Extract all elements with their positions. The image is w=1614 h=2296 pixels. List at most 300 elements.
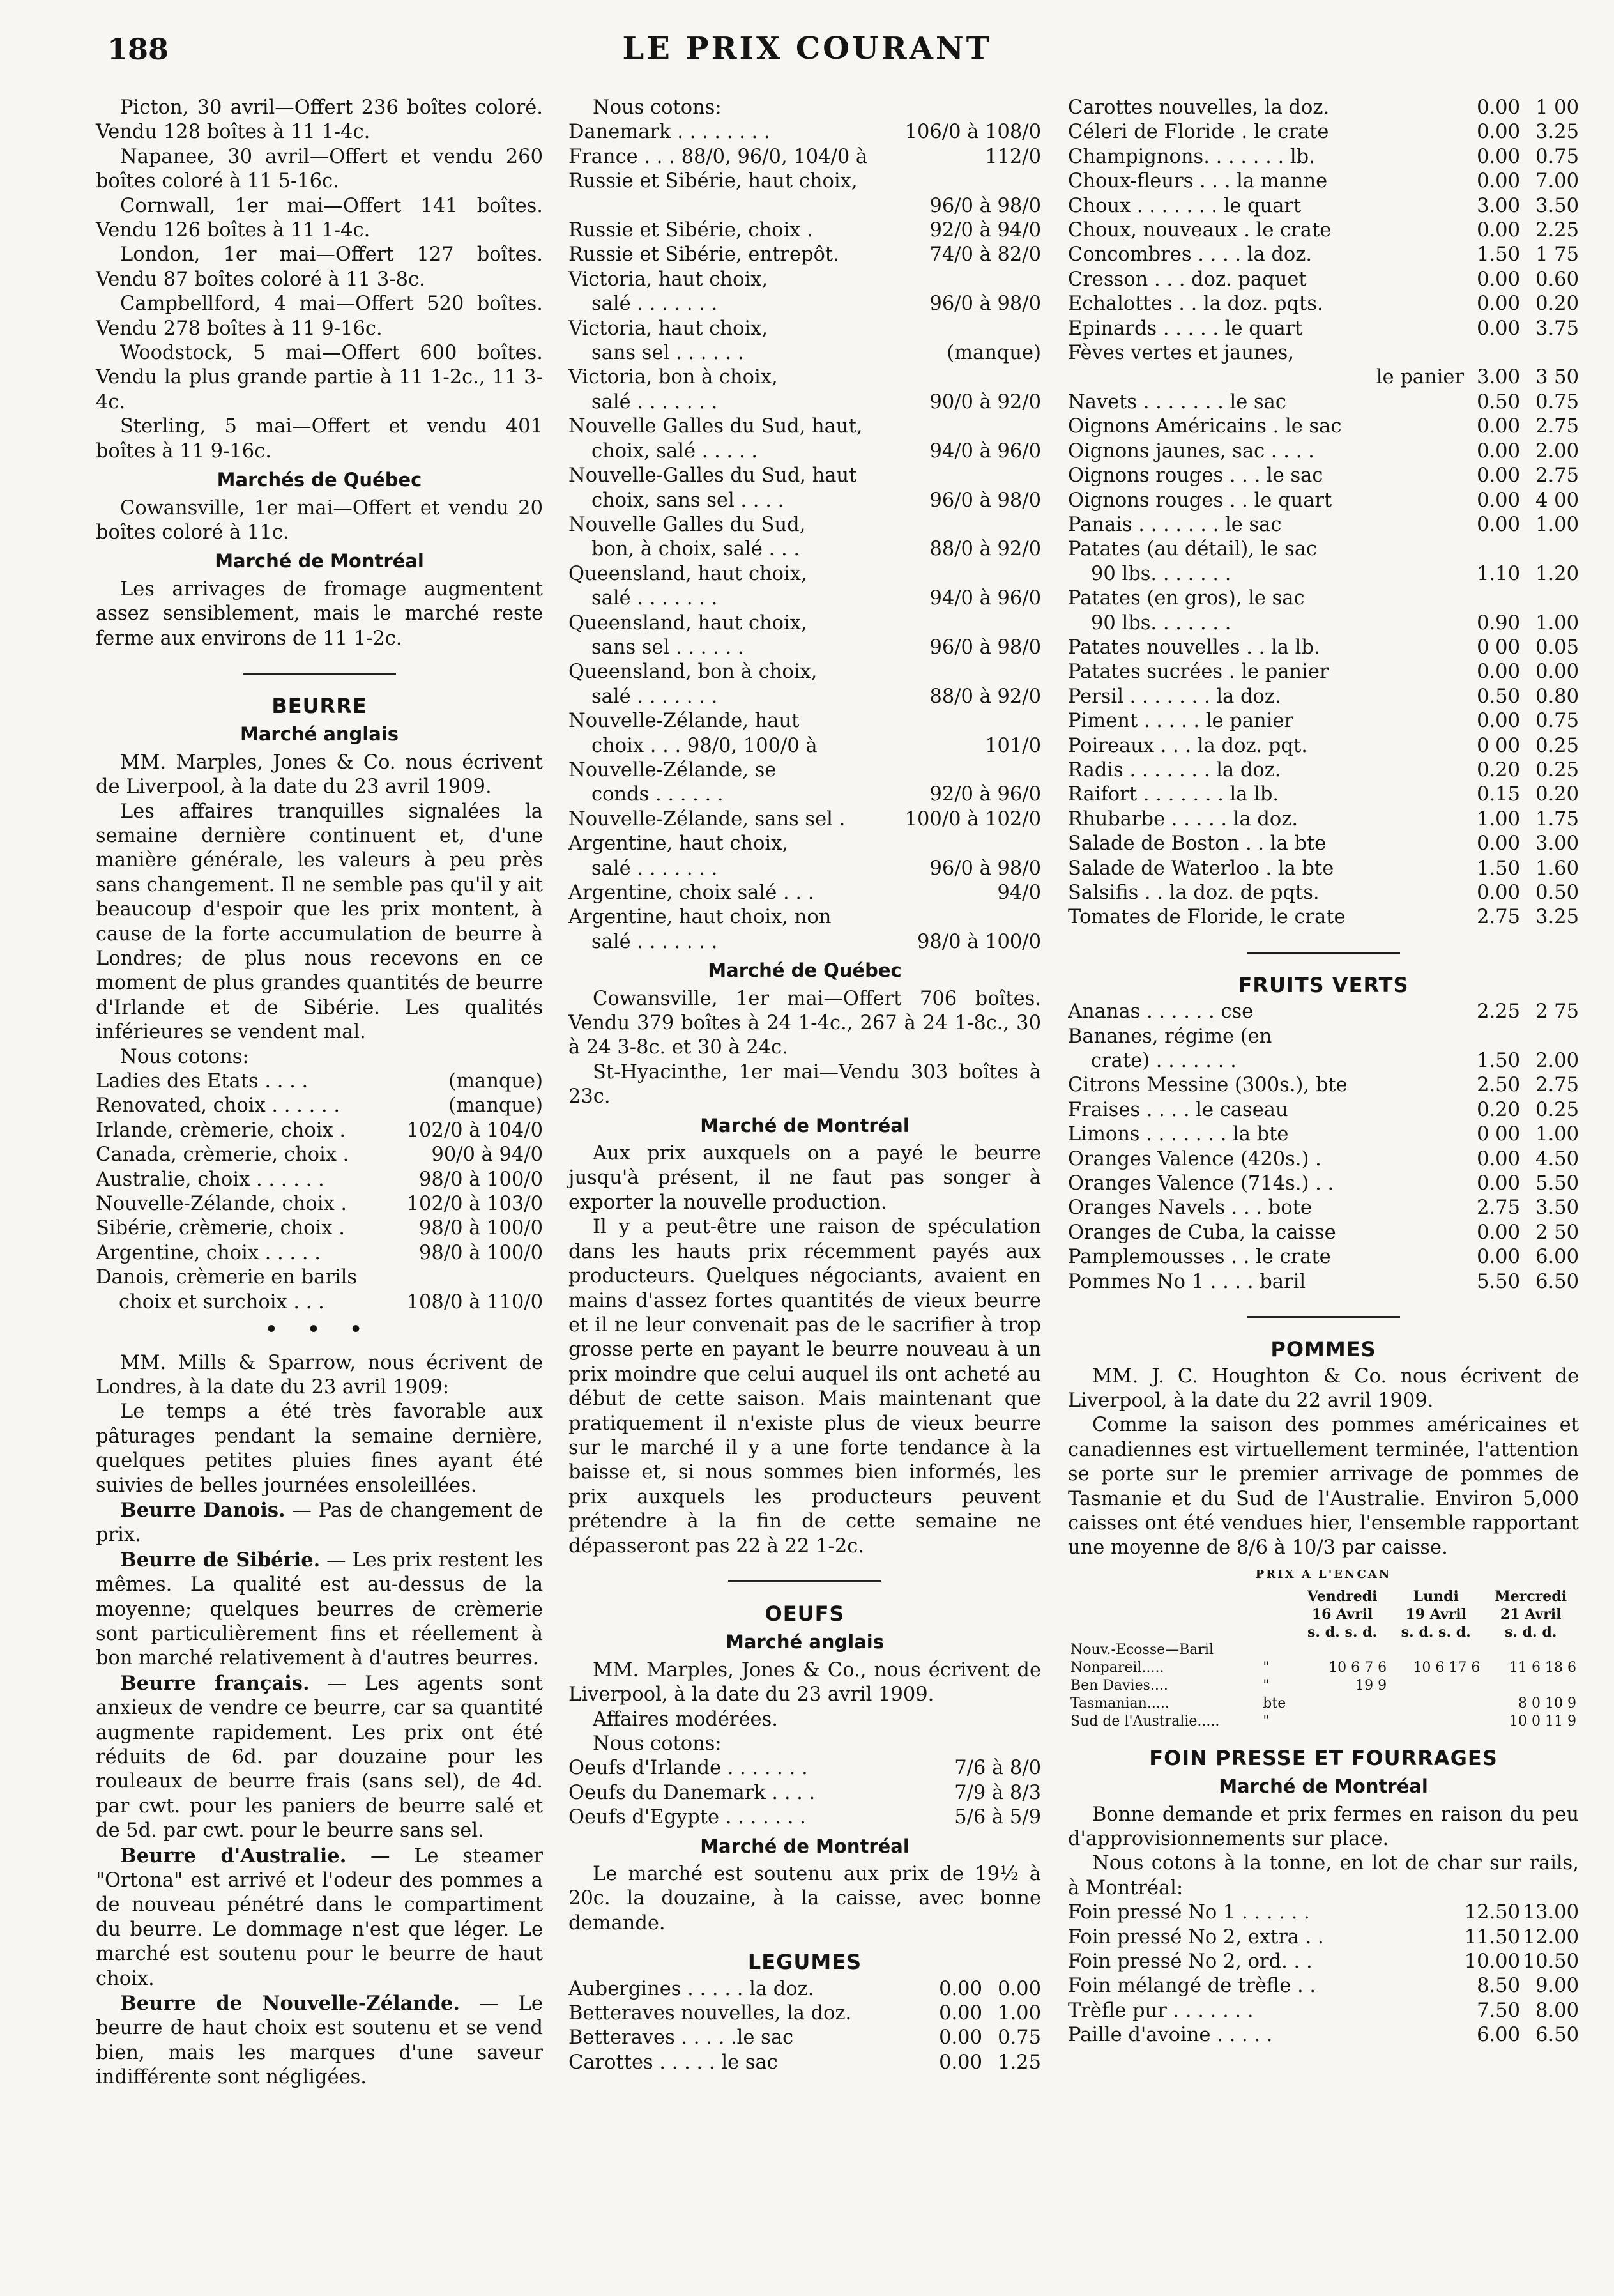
cheese-report: Sterling, 5 mai—Offert et vendu 401 boîtes à 11 9-16c. [96,415,543,463]
price-low: 0.00 [1477,489,1520,512]
encan-day: Lundi [1413,1588,1459,1605]
price-label: sans sel . . . . . . [591,636,744,659]
price-high: 2.75 [1535,464,1579,487]
price-low: 0 00 [1477,1123,1520,1146]
encan-value [1389,1713,1482,1731]
price-high: 13.00 [1523,1901,1579,1924]
encan-value [1482,1641,1579,1659]
price-row [568,734,1041,758]
anglais-heading: Marché anglais [240,723,399,746]
price-label: Epinards . . . . . le quart [1068,317,1303,340]
encan-heading: PRIX A L'ENCAN [1255,1567,1392,1581]
cheese-report: Cornwall, 1er mai—Offert 141 boîtes. Vendu 126 boîtes à 11 1-4c. [96,194,543,242]
section-rule [1247,952,1400,954]
price-label: Nouvelle-Zélande, choix . [96,1193,347,1216]
quebec-text: Cowansville, 1er mai—Offert et vendu 20 boîtes coloré à 11c. [96,496,543,544]
price-high: 0.75 [1535,390,1579,413]
cheese-reports [96,96,543,464]
foin-text: Nous cotons à la tonne, en lot de char sur rails, à Montréal: [1068,1852,1579,1899]
price-row [1068,341,1579,365]
price-low: 0.00 [1477,415,1520,438]
price-high: 2.25 [1535,219,1579,242]
price-row [568,390,1041,415]
price-high: 2.75 [1535,415,1579,438]
section-rule [243,673,396,675]
price-row [1068,636,1579,660]
encan-row [1068,1659,1579,1677]
price-label: 90 lbs. . . . . . . [1091,611,1231,634]
price-row [568,145,1041,169]
price-row [568,120,1041,144]
encan-value: 11 6 18 6 [1509,1659,1576,1676]
price-low: 0.00 [1477,1172,1520,1195]
price-value: 7/9 à 8/3 [954,1781,1041,1804]
price-low: 1.00 [1477,807,1520,830]
price-label: Russie et Sibérie, entrepôt. [568,243,839,266]
montreal-text: Les arrivages de fromage augmentent assez sensiblement, mais le marché reste ferme aux environs de 11 1-2c. [96,578,543,650]
price-low: 11.50 [1464,1925,1520,1948]
price-label: choix et surchoix . . . [119,1290,324,1313]
price-row [96,1290,543,1315]
paragraph-text: — Les agents sont anxieux de vendre ce beurre, car sa quantité augmente rapidement. Les prix ont été réduits de 6d. par douzaine pour les rouleaux de beurre frais (sans sel), de 4d. par cwt. pour les paniers de beurre salé et de 5d. par cwt. pour le beurre sans sel. [96,1672,543,1842]
encan-day: Vendredi [1307,1588,1378,1605]
price-high: 1.00 [998,2002,1041,2025]
price-value: 101/0 [985,734,1041,757]
nous-cotons: Nous cotons: [593,96,722,119]
encan-value: 10 6 17 6 [1413,1659,1481,1676]
price-value: 96/0 à 98/0 [929,857,1041,880]
price-label: Renovated, choix . . . . . . [96,1094,340,1117]
encan-unit: s. d. s. d. [1401,1623,1471,1641]
price-high: 3.25 [1535,906,1579,929]
price-row [1068,317,1579,341]
encan-label: Nouv.-Ecosse—Baril [1070,1641,1214,1658]
price-row [1068,1270,1579,1294]
encan-label: Sud de l'Australie..... [1070,1713,1220,1729]
pommes-heading: POMMES [1270,1337,1376,1362]
price-label: Argentine, haut choix, [568,832,789,855]
price-row [1068,365,1579,390]
price-row [1068,194,1579,218]
price-row [1068,218,1579,243]
price-row [1068,390,1579,415]
beurre-paragraph [96,1844,543,1991]
price-label: choix, salé . . . . . [591,440,758,463]
price-low: 0 00 [1477,636,1520,659]
price-high: 0.75 [1535,145,1579,168]
encan-unit-mark [1260,1641,1295,1659]
hyacinthe-text: St-Hyacinthe, 1er mai—Vendu 303 boîtes à 23c. [568,1060,1041,1108]
encan-value: 8 0 10 9 [1518,1695,1576,1711]
price-row [1068,1245,1579,1269]
beurre-heading: BEURRE [271,693,367,718]
price-label: Salsifis . . la doz. de pqts. [1068,882,1320,904]
price-value: 88/0 à 92/0 [929,538,1041,561]
price-label: Echalottes . . la doz. pqts. [1068,293,1323,316]
price-label: Radis . . . . . . . la doz. [1068,758,1281,781]
price-low: 0.00 [1477,710,1520,733]
price-value: 98/0 à 100/0 [419,1241,543,1264]
price-label: Aubergines . . . . . la doz. [568,1977,814,2000]
price-low: 0.00 [1477,661,1520,684]
beurre-price-list [568,120,1041,954]
price-row [568,807,1041,832]
price-high: 1 00 [1535,96,1579,119]
price-high: 0.20 [1535,783,1579,806]
price-row [568,685,1041,709]
price-label: Ladies des Etats . . . . [96,1070,308,1093]
price-row [1068,1073,1579,1098]
price-low: 2.25 [1477,1000,1520,1023]
price-label: Oeufs d'Egypte . . . . . . . [568,1806,806,1829]
cheese-report: Woodstock, 5 mai—Offert 600 boîtes. Vendu la plus grande partie à 11 1-2c., 11 3-4c. [96,342,543,413]
price-low: 1.50 [1477,1050,1520,1073]
price-row [1068,1221,1579,1245]
price-high: 2.00 [1535,440,1579,463]
price-label: Salade de Boston . . la bte [1068,832,1327,855]
price-low: 0.00 [1477,96,1520,119]
price-row [1068,832,1579,856]
price-high: 4 00 [1535,489,1579,512]
price-row [568,660,1041,684]
price-label: Betteraves nouvelles, la doz. [568,2002,852,2025]
oeufs-text: MM. Marples, Jones & Co., nous écrivent de Liverpool, à la date du 23 avril 1909. [568,1658,1041,1706]
price-row [96,1069,543,1094]
price-high: 6.50 [1535,1270,1579,1293]
price-label: Choux, nouveaux . le crate [1068,219,1332,242]
price-high: 0.75 [998,2026,1041,2049]
encan-date: 19 Avril [1405,1605,1467,1623]
price-low: 0.15 [1477,783,1520,806]
price-row [1068,292,1579,316]
price-label: Foin pressé No 2, ord. . . [1068,1950,1313,1973]
column-1 [96,96,543,2090]
anglais-heading: Marché anglais [725,1631,884,1653]
montreal-heading: Marché de Montréal [700,1835,910,1857]
price-label: Oignons rouges . . le quart [1068,489,1332,512]
price-row [568,562,1041,586]
price-row [568,169,1041,194]
price-low: 0.00 [1477,464,1520,487]
beurre-price-list [96,1069,543,1266]
price-value: 96/0 à 98/0 [929,293,1041,316]
price-high: 0.80 [1535,685,1579,708]
price-value: 98/0 à 100/0 [917,930,1041,953]
price-high: 1.75 [1535,807,1579,830]
price-label: Argentine, choix salé . . . [568,882,814,904]
price-label: Pamplemousses . . le crate [1068,1246,1331,1269]
paragraph-keyword: Beurre Danois. [120,1498,285,1522]
price-value: 98/0 à 100/0 [419,1168,543,1191]
price-row [568,268,1041,292]
price-high: 0.60 [1535,268,1579,291]
price-label: Danemark . . . . . . . . [568,121,770,144]
price-row [1068,243,1579,267]
paragraph-keyword: Beurre français. [120,1671,310,1695]
price-row [96,1094,543,1118]
price-low: 0.00 [1477,1221,1520,1244]
price-value: 96/0 à 98/0 [929,489,1041,512]
encan-unit: s. d. d. [1504,1623,1557,1641]
price-label: Ananas . . . . . . cse [1068,1000,1254,1023]
price-label: Foin mélangé de trèfle . . [1068,1975,1316,1998]
price-value: 94/0 à 96/0 [929,587,1041,610]
price-row [1068,709,1579,733]
price-label: Victoria, haut choix, [568,268,768,291]
separator-dots: • • • [265,1318,374,1342]
page-title: LE PRIX COURANT [622,31,992,66]
price-label: Foin pressé No 1 . . . . . . [1068,1901,1310,1924]
fruits-heading: FRUITS VERTS [1238,972,1409,997]
price-row [1068,1098,1579,1122]
encan-grid [1068,1588,1579,1731]
price-row [568,709,1041,733]
price-row [568,2051,1041,2075]
price-label: crate) . . . . . . . [1091,1050,1237,1073]
price-value: 108/0 à 110/0 [406,1290,543,1313]
price-label: Céleri de Floride . le crate [1068,121,1329,144]
price-row [1068,96,1579,120]
price-row [1068,734,1579,758]
price-low: 0.00 [1477,317,1520,340]
price-row [568,881,1041,905]
encan-table [1068,1566,1579,1731]
paragraph-keyword: Beurre de Sibérie. [120,1548,321,1572]
price-high: 0.25 [1535,1098,1579,1121]
price-label: Oranges Valence (420s.) . [1068,1147,1321,1170]
price-label: Oignons jaunes, sac . . . . [1068,440,1314,463]
price-low: 3.00 [1477,194,1520,217]
price-label: Carottes nouvelles, la doz. [1068,96,1330,119]
price-low: 0.00 [1477,440,1520,463]
price-row [96,1241,543,1266]
price-row [1068,1147,1579,1172]
price-label: sans sel . . . . . . [591,342,744,365]
price-row [568,464,1041,488]
price-low: 0.00 [1477,219,1520,242]
price-row [568,243,1041,267]
price-row [568,218,1041,243]
price-value: 102/0 à 103/0 [406,1193,543,1216]
price-high: 0.50 [1535,882,1579,904]
price-label: conds . . . . . . [591,783,724,806]
price-label: Oranges Navels . . . bote [1068,1197,1312,1220]
page-header [0,26,1614,77]
price-low: 0.20 [1477,758,1520,781]
price-high: 12.00 [1523,1925,1579,1948]
price-label: Queensland, haut choix, [568,611,807,634]
encan-date: 16 Avril [1311,1605,1373,1623]
price-label: salé . . . . . . . [591,293,718,316]
price-row [1068,807,1579,832]
price-value: 94/0 à 96/0 [929,440,1041,463]
paragraph-keyword: Beurre de Nouvelle-Zélande. [120,1992,460,2016]
pommes-text: MM. J. C. Houghton & Co. nous écrivent de Liverpool, à la date du 22 avril 1909. [1068,1365,1579,1412]
price-row [1068,120,1579,144]
price-row [1068,611,1579,636]
price-label: Oignons Américains . le sac [1068,415,1342,438]
foin-heading: FOIN PRESSE ET FOURRAGES [1149,1745,1498,1770]
price-row [1068,415,1579,439]
column-2 [568,96,1041,2075]
price-low: 0.00 [1477,268,1520,291]
price-row [568,636,1041,660]
price-label: Russie et Sibérie, haut choix, [568,170,858,193]
price-low: 0.00 [1477,882,1520,904]
price-value: 92/0 à 94/0 [929,219,1041,242]
legumes-price-list [1068,96,1579,930]
price-label: le panier [1376,366,1464,389]
price-label: Oranges Valence (714s.) . . [1068,1172,1334,1195]
price-label: Fraises . . . . le caseau [1068,1098,1288,1121]
price-value: (manque) [448,1094,543,1117]
encan-row [1068,1677,1579,1695]
price-label: Nouvelle-Zélande, sans sel . [568,807,846,830]
price-high: 9.00 [1535,1975,1579,1998]
section-rule [1247,1316,1400,1318]
price-label: Raifort . . . . . . . la lb. [1068,783,1279,806]
price-label: Patates nouvelles . . la lb. [1068,636,1320,659]
price-row [1068,1901,1579,1925]
price-row [568,930,1041,954]
price-high: 0.25 [1535,758,1579,781]
price-high: 3.50 [1535,194,1579,217]
price-label: Argentine, choix . . . . . [96,1241,321,1264]
price-label: 90 lbs. . . . . . . [1091,562,1231,585]
price-row [1068,562,1579,586]
price-row [96,1143,543,1167]
price-low: 0.00 [939,1977,982,2000]
price-row [1068,169,1579,194]
price-low: 0.50 [1477,685,1520,708]
price-row [96,1216,543,1241]
price-low: 6.00 [1477,2024,1520,2047]
price-label: Foin pressé No 2, extra . . [1068,1925,1324,1948]
section-rule [728,1580,881,1582]
price-label: Fèves vertes et jaunes, [1068,342,1295,365]
price-high: 1 75 [1535,243,1579,266]
encan-value [1295,1713,1389,1731]
price-high: 3.50 [1535,1197,1579,1220]
price-low: 2.50 [1477,1074,1520,1097]
price-row [1068,1950,1579,1974]
price-high: 0.25 [1535,734,1579,757]
price-label: Piment . . . . . le panier [1068,710,1294,733]
quebec-heading: Marché de Québec [708,960,902,982]
oeufs-price-list [568,1756,1041,1830]
price-row [568,537,1041,562]
price-row [1068,1049,1579,1073]
price-row [1068,758,1579,783]
price-high: 3.00 [1535,832,1579,855]
price-label: Queensland, haut choix, [568,562,807,585]
price-high: 6.50 [1535,2024,1579,2047]
price-label: Concombres . . . . la doz. [1068,243,1313,266]
price-row [1068,1974,1579,1998]
price-high: 6.00 [1535,1246,1579,1269]
oeufs-montreal-text: Le marché est soutenu aux prix de 19½ à 20c. la douzaine, à la caisse, avec bonne demande. [568,1863,1041,1934]
page-number: 188 [107,32,169,66]
price-row [568,783,1041,807]
price-high: 3.25 [1535,121,1579,144]
price-value: 102/0 à 104/0 [406,1119,543,1142]
price-low: 2.75 [1477,1197,1520,1220]
price-row [568,832,1041,856]
price-row [1068,1172,1579,1196]
encan-row [1068,1713,1579,1731]
price-label: Patates sucrées . le panier [1068,661,1329,684]
price-value: 98/0 à 100/0 [419,1217,543,1240]
price-label: bon, à choix, salé . . . [591,538,800,561]
price-label: Persil . . . . . . . la doz. [1068,685,1281,708]
encan-value [1295,1695,1389,1713]
price-label: Oranges de Cuba, la caisse [1068,1221,1336,1244]
encan-value: 19 9 [1355,1677,1387,1694]
nous-cotons: Nous cotons: [120,1045,249,1068]
price-label: Tomates de Floride, le crate [1068,906,1346,929]
price-label: Bananes, régime (en [1068,1025,1272,1048]
encan-date: 21 Avril [1500,1605,1562,1623]
cheese-report: Napanee, 30 avril—Offert et vendu 260 boîtes coloré à 11 5-16c. [96,145,543,193]
price-label: Choux . . . . . . . le quart [1068,194,1302,217]
price-label: Patates (au détail), le sac [1068,538,1318,561]
price-label: Australie, choix . . . . . . [96,1168,324,1191]
price-label: Nouvelle Galles du Sud, [568,513,806,536]
price-row [1068,660,1579,684]
price-row [1068,1000,1579,1024]
price-value: 92/0 à 96/0 [929,783,1041,806]
price-label: Russie et Sibérie, choix . [568,219,813,242]
price-low: 10.00 [1464,1950,1520,1973]
price-row [1068,537,1579,562]
beurre-paragraph [96,1991,543,2090]
price-row [568,2026,1041,2050]
price-label: Nouvelle-Zélande, haut [568,710,800,733]
price-high: 2 50 [1535,1221,1579,1244]
encan-value [1389,1641,1482,1659]
price-row [1068,783,1579,807]
price-low: 0.00 [1477,832,1520,855]
price-row [1068,586,1579,611]
price-label: Citrons Messine (300s.), bte [1068,1074,1348,1097]
price-label: Limons . . . . . . . la bte [1068,1123,1289,1146]
oeufs-affaires: Affaires modérées. [593,1708,778,1731]
pommes-text: Comme la saison des pommes américaines et canadiennes est virtuellement terminée, l'attention se porte sur le premier arrivage de pommes de Tasmanie et du Sud de l'Australie. Environ 5,000 caisses ont été vendues hier, l'ensemble rapportant une moyenne de 8/6 à 10/3 par caisse. [1068,1414,1579,1559]
price-value: 106/0 à 108/0 [904,121,1041,144]
price-label: salé . . . . . . . [591,685,718,708]
price-row [1068,489,1579,513]
price-label: salé . . . . . . . [591,390,718,413]
price-label: Betteraves . . . . .le sac [568,2026,794,2049]
price-label: Salade de Waterloo . la bte [1068,857,1334,880]
price-row [568,489,1041,513]
price-value: 5/6 à 5/9 [954,1806,1041,1829]
price-low: 0.00 [1477,513,1520,536]
quebec-heading: Marchés de Québec [217,469,422,491]
encan-label: Nonpareil..... [1070,1659,1164,1676]
cheese-report: Campbellford, 4 mai—Offert 520 boîtes. Vendu 278 boîtes à 11 9-16c. [96,293,543,340]
price-high: 8.00 [1535,1999,1579,2022]
price-row [568,365,1041,390]
beurre-paragraphs [96,1498,543,2090]
encan-unit-mark: " [1263,1713,1270,1729]
price-label: Nouvelle-Zélande, se [568,758,777,781]
price-label: Choux-fleurs . . . la manne [1068,170,1328,193]
encan-value [1389,1695,1482,1713]
nous-cotons: Nous cotons: [593,1733,722,1755]
price-high: 2.00 [1535,1050,1579,1073]
price-label: salé . . . . . . . [591,857,718,880]
